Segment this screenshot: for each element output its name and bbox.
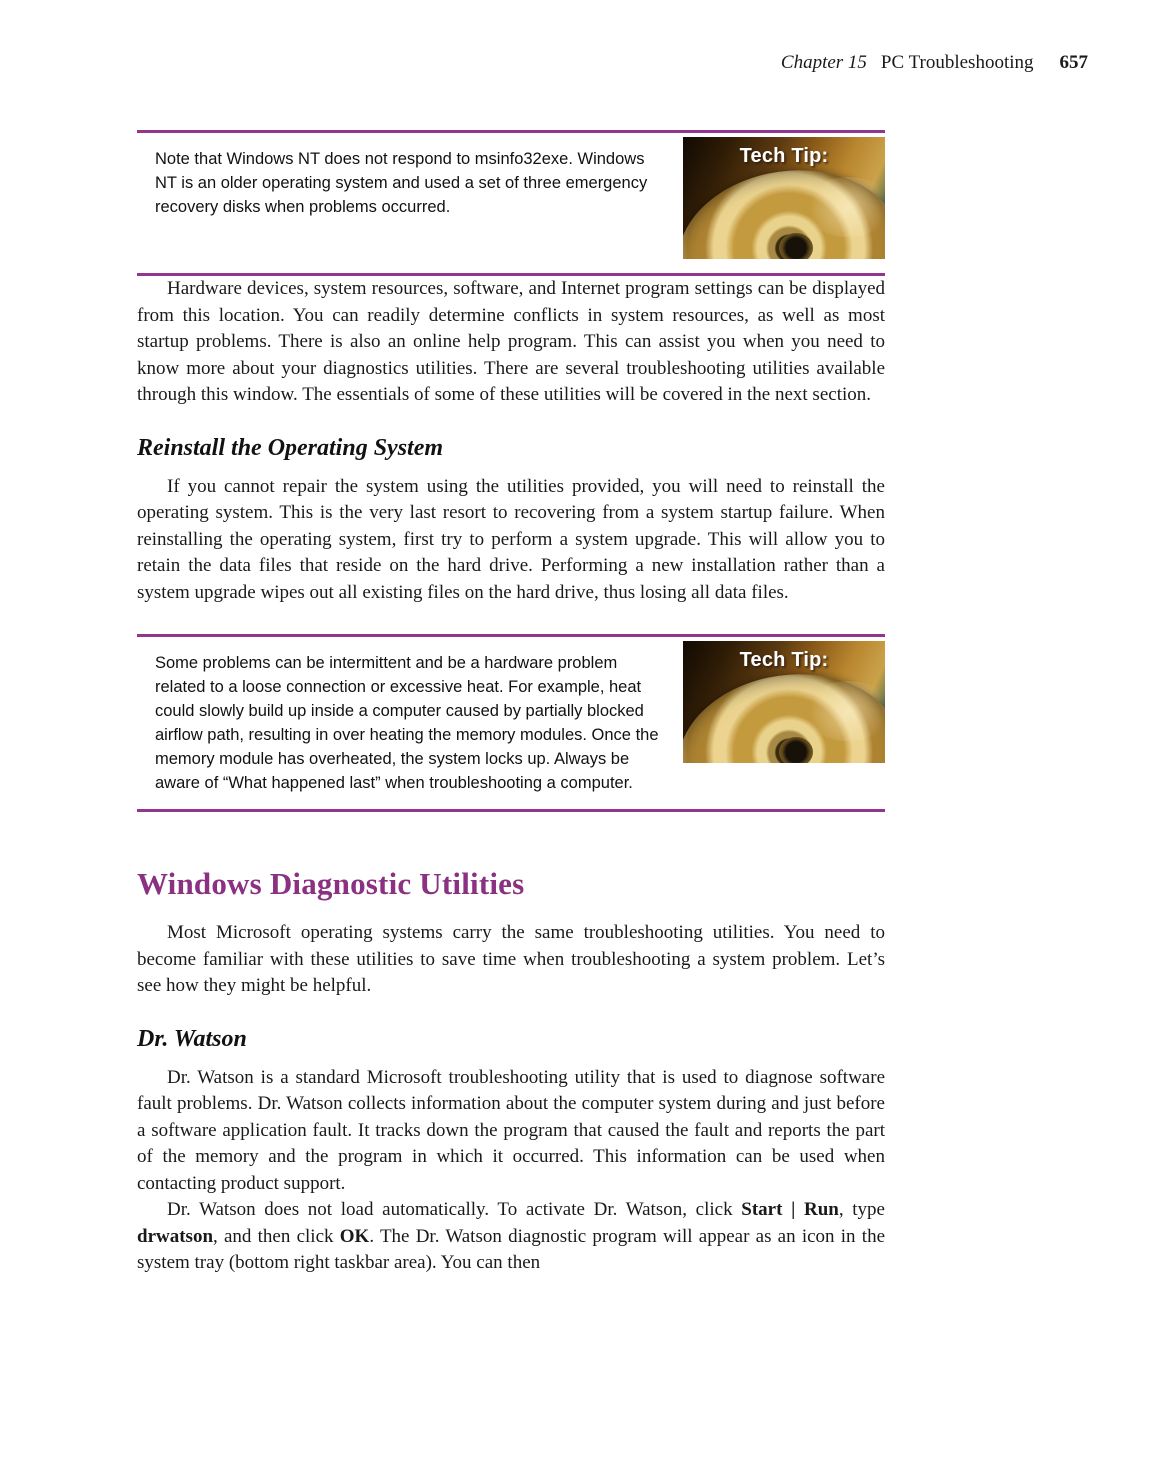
cd-rom-photo	[683, 137, 885, 259]
section-heading-dr-watson: Dr. Watson	[137, 1025, 247, 1052]
text-run: , and then click	[213, 1225, 340, 1247]
dr-watson-paragraph-1: Dr. Watson is a standard Microsoft troubleshooting utility that is used to diagnose software fault problems. Dr. Watson collects information about the computer system during and just before a software application fault. It tracks down the program that caused the fault and reports the part of the memory and the program in which it occurred. This information can be used when contacting product support.	[137, 1066, 885, 1194]
intro-paragraph: Hardware devices, system resources, software, and Internet program settings can be displayed from this location. You can readily determine conflicts in system resources, as well as most startup problems. There is also an online help program. This can assist you when you need to know more about your diagnostics utilities. There are several troubleshooting utilities available through this window. The essentials of some of these utilities will be covered in the next section.	[137, 278, 885, 405]
diagnostics-paragraph: Most Microsoft operating systems carry the same troubleshooting utilities. You need to become familiar with these utilities to save time when troubleshooting a system problem. Let’s see how they might be helpful.	[137, 922, 885, 996]
cd-rom-photo	[683, 641, 885, 763]
section-heading-reinstall: Reinstall the Operating System	[137, 434, 444, 461]
text-run: Dr. Watson does not load automatically. To activate Dr. Watson, click	[167, 1199, 742, 1220]
text-run: . The Dr. Watson diagnostic program will appear as an icon in the system tray (bottom right taskbar area). You can then	[137, 1225, 885, 1273]
page-header	[781, 52, 1088, 74]
bold-text-run: OK	[339, 1225, 370, 1247]
page-number: 657	[1059, 52, 1088, 73]
tech-tip-box-2	[137, 634, 885, 812]
page-content	[137, 110, 885, 1277]
tech-tip-text: Note that Windows NT does not respond to msinfo32exe. Windows NT is an older operating system and used a set of three emergency recovery disks when problems occurred.	[155, 150, 648, 216]
tech-tip-text: Some problems can be intermittent and be a hardware problem related to a loose connection or excessive heat. For example, heat could slowly build up inside a computer caused by partially blocked airflow path, resulting in over heating the memory modules. Once the memory module has overheated, the system locks up. Always be aware of “What happened last” when troubleshooting a computer.	[155, 654, 659, 792]
tech-tip-box-1	[137, 130, 885, 276]
reinstall-paragraph: If you cannot repair the system using the utilities provided, you will need to reinstall the operating system. This is the very last resort to recovering from a system startup failure. When reinstalling the operating system, first try to perform a system upgrade. This will allow you to retain the data files that reside on the hard drive. Performing a new installation rather than a system upgrade wipes out all existing files on the hard drive, thus losing all data files.	[137, 475, 885, 603]
dr-watson-paragraph-2	[137, 1197, 885, 1277]
major-heading-diagnostics: Windows Diagnostic Utilities	[137, 866, 525, 901]
cd-hole-graphic	[779, 737, 813, 763]
cd-glint-graphic	[803, 177, 885, 237]
cd-glint-graphic	[803, 681, 885, 741]
tech-tip-label: Tech Tip:	[739, 145, 829, 167]
bold-text-run: Start | Run	[741, 1199, 839, 1220]
cd-hole-graphic	[779, 233, 813, 259]
chapter-label: Chapter 15	[780, 52, 867, 73]
chapter-title: PC Troubleshooting	[880, 52, 1034, 73]
bold-text-run: drwatson	[137, 1225, 214, 1247]
text-run: , type	[838, 1199, 885, 1220]
tech-tip-label: Tech Tip:	[739, 649, 829, 671]
